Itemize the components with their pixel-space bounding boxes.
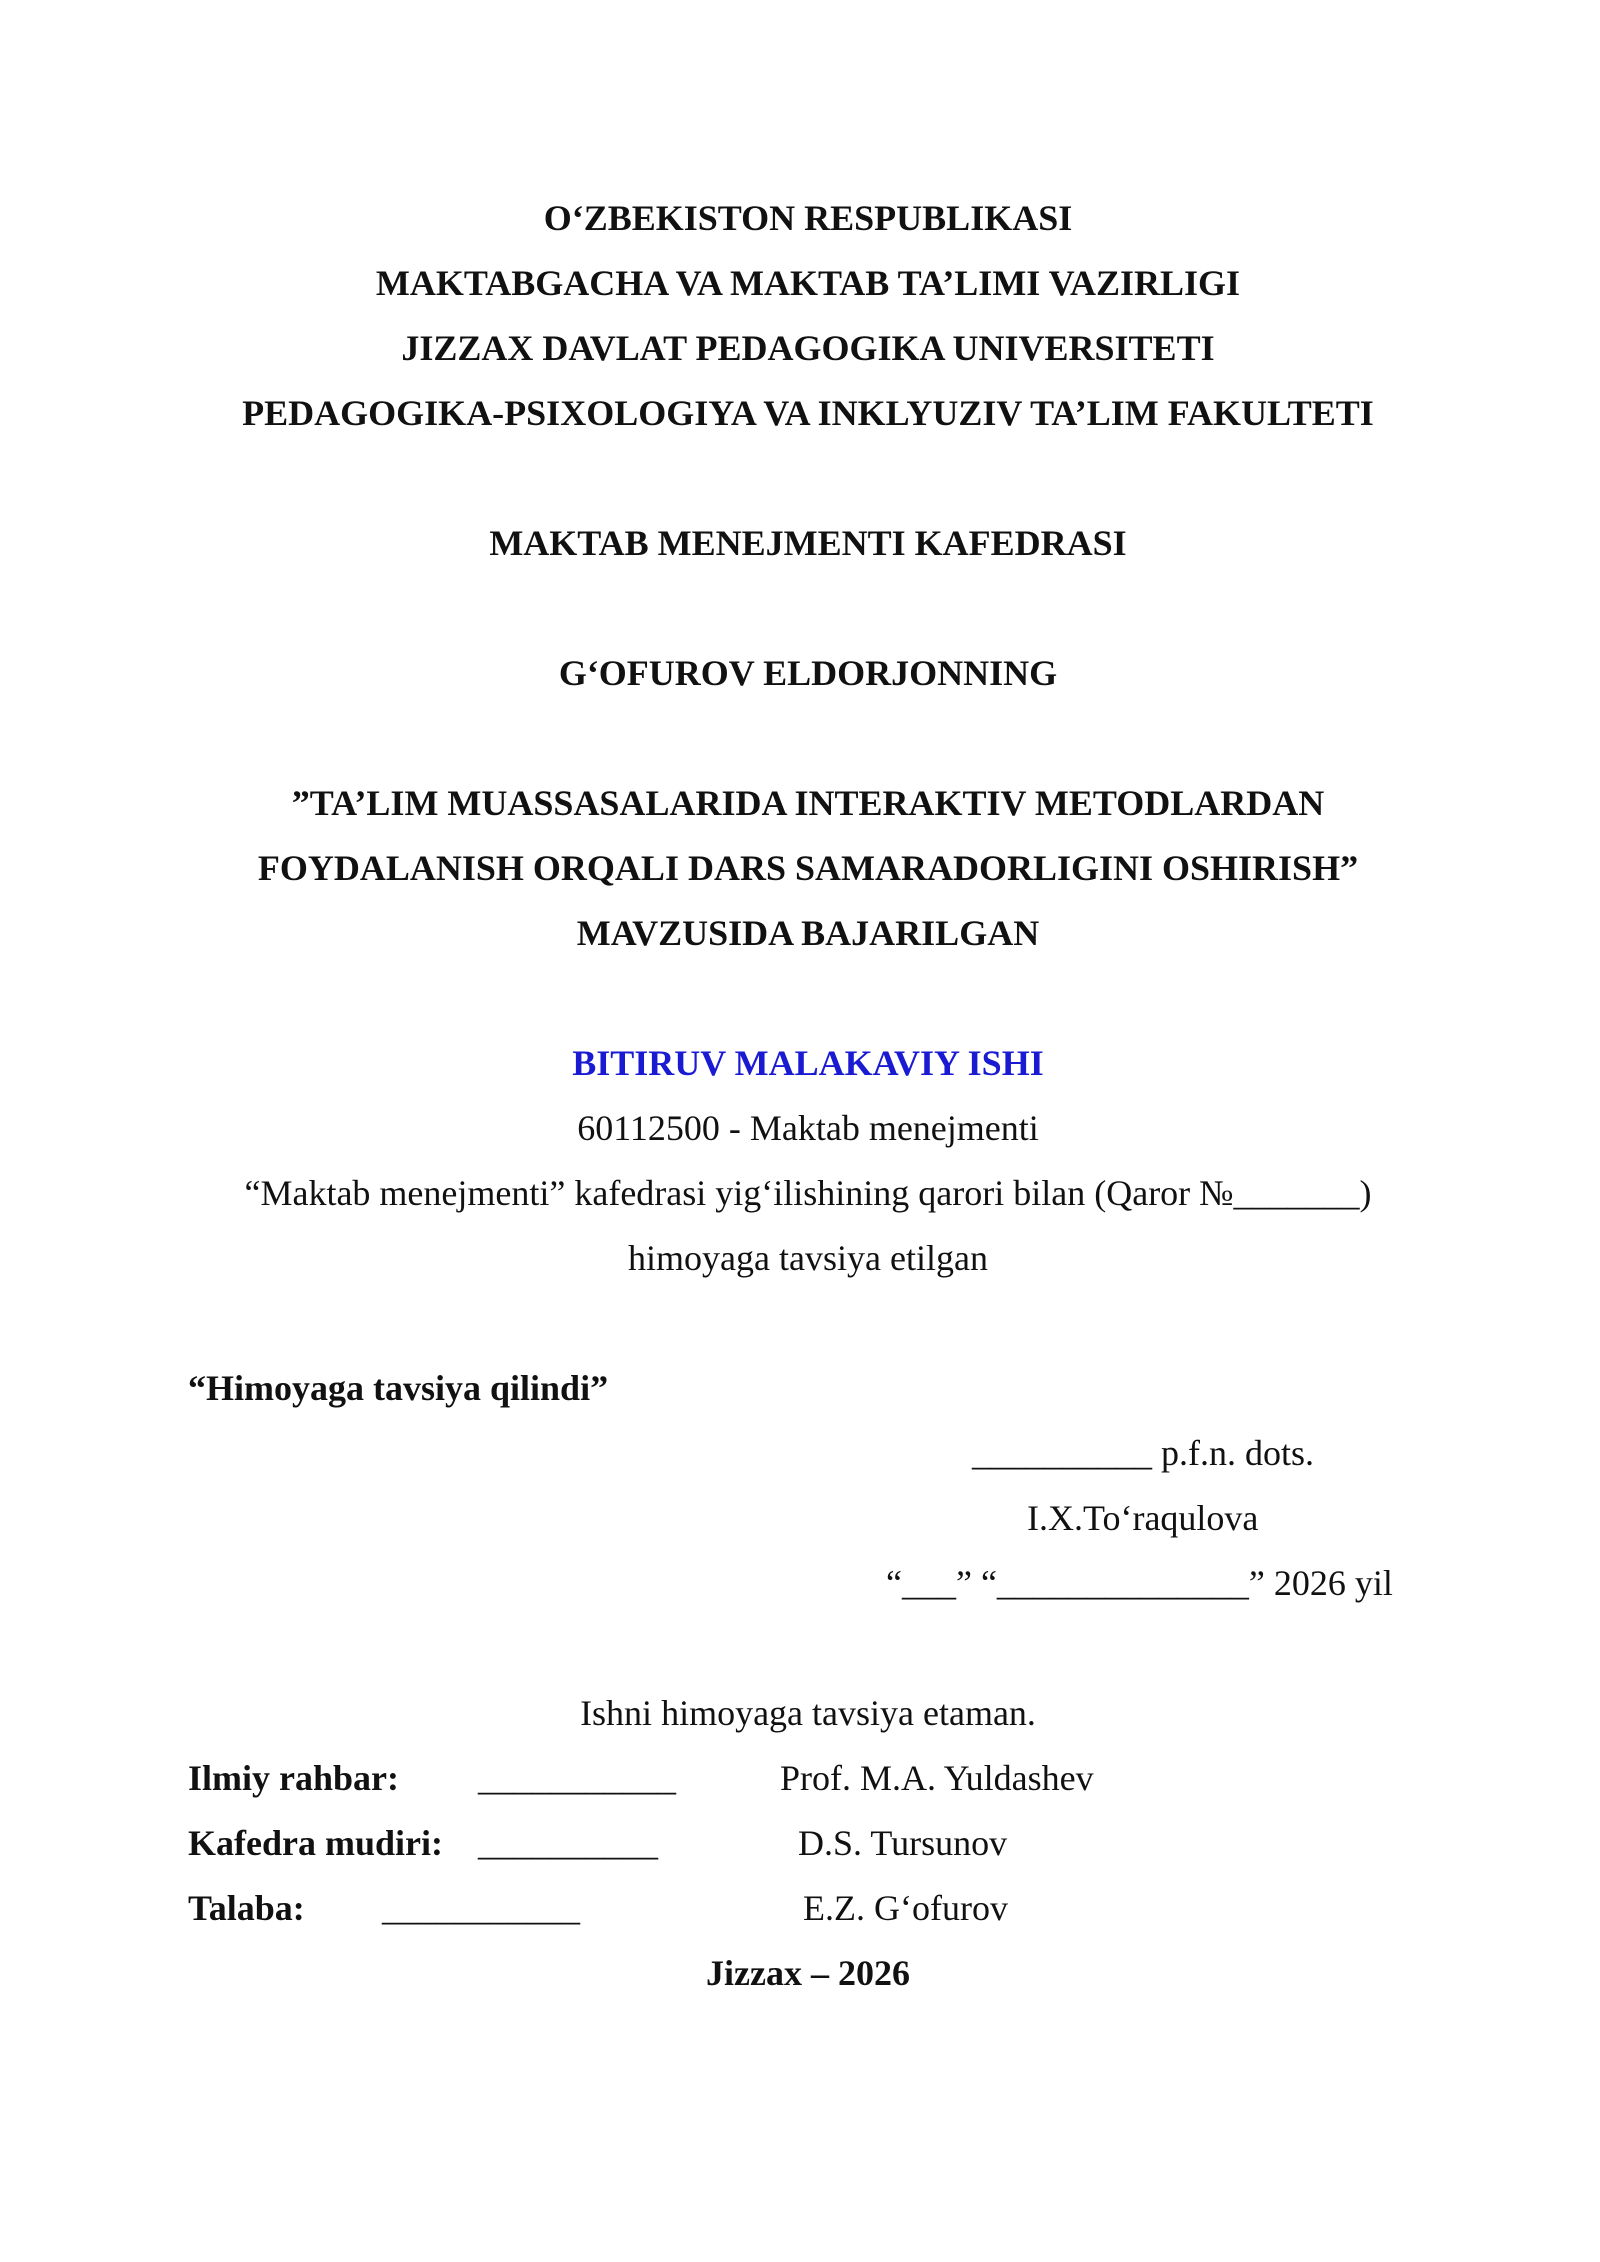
approval-name: I.X.To‘raqulova	[1027, 1498, 1259, 1538]
signature-blank: __________	[478, 1823, 658, 1863]
signatory-name: D.S. Tursunov	[798, 1823, 1008, 1863]
approval-signature-line: __________ p.f.n. dots.	[972, 1433, 1314, 1473]
ministry-heading: MAKTABGACHA VA MAKTAB TA’LIMI VAZIRLIGI	[375, 263, 1241, 303]
decision-line: “Maktab menejmenti” kafedrasi yig‘ilishining qarori bilan (Qaror №_______)	[244, 1173, 1372, 1213]
signatory-role: Kafedra mudiri:	[188, 1823, 443, 1863]
signatory-name: Prof. M.A. Yuldashev	[780, 1758, 1094, 1798]
specialty-code: 60112500 - Maktab menejmenti	[577, 1108, 1039, 1148]
topic-line-2: FOYDALANISH ORQALI DARS SAMARADORLIGINI OSHIRISH”	[257, 848, 1359, 888]
approval-date-line: “___” “______________” 2026 yil	[886, 1563, 1393, 1603]
recommended-line: himoyaga tavsiya etilgan	[628, 1238, 988, 1278]
signatory-name: E.Z. G‘ofurov	[803, 1888, 1008, 1928]
signatory-role: Ilmiy rahbar:	[188, 1758, 399, 1798]
topic-line-1: ”TA’LIM MUASSASALARIDA INTERAKTIV METODLARDAN	[291, 783, 1325, 823]
work-type-title: BITIRUV MALAKAVIY ISHI	[572, 1043, 1044, 1083]
signature-blank: ___________	[382, 1888, 580, 1928]
university-heading: JIZZAX DAVLAT PEDAGOGIKA UNIVERSITETI	[401, 328, 1215, 368]
recommendation-statement: Ishni himoyaga tavsiya etaman.	[580, 1693, 1036, 1733]
topic-line-3: MAVZUSIDA BAJARILGAN	[576, 913, 1040, 953]
signature-blank: ___________	[478, 1758, 676, 1798]
signatory-role: Talaba:	[188, 1888, 305, 1928]
republic-heading: O‘ZBEKISTON RESPUBLIKASI	[543, 198, 1073, 238]
author-name: G‘OFUROV ELDORJONNING	[558, 653, 1058, 693]
department-heading: MAKTAB MENEJMENTI KAFEDRASI	[489, 523, 1127, 563]
approval-heading: “Himoyaga tavsiya qilindi”	[188, 1368, 609, 1408]
faculty-heading: PEDAGOGIKA-PSIXOLOGIYA VA INKLYUZIV TA’LIM FAKULTETI	[242, 393, 1374, 433]
city-year-footer: Jizzax – 2026	[706, 1953, 910, 1993]
